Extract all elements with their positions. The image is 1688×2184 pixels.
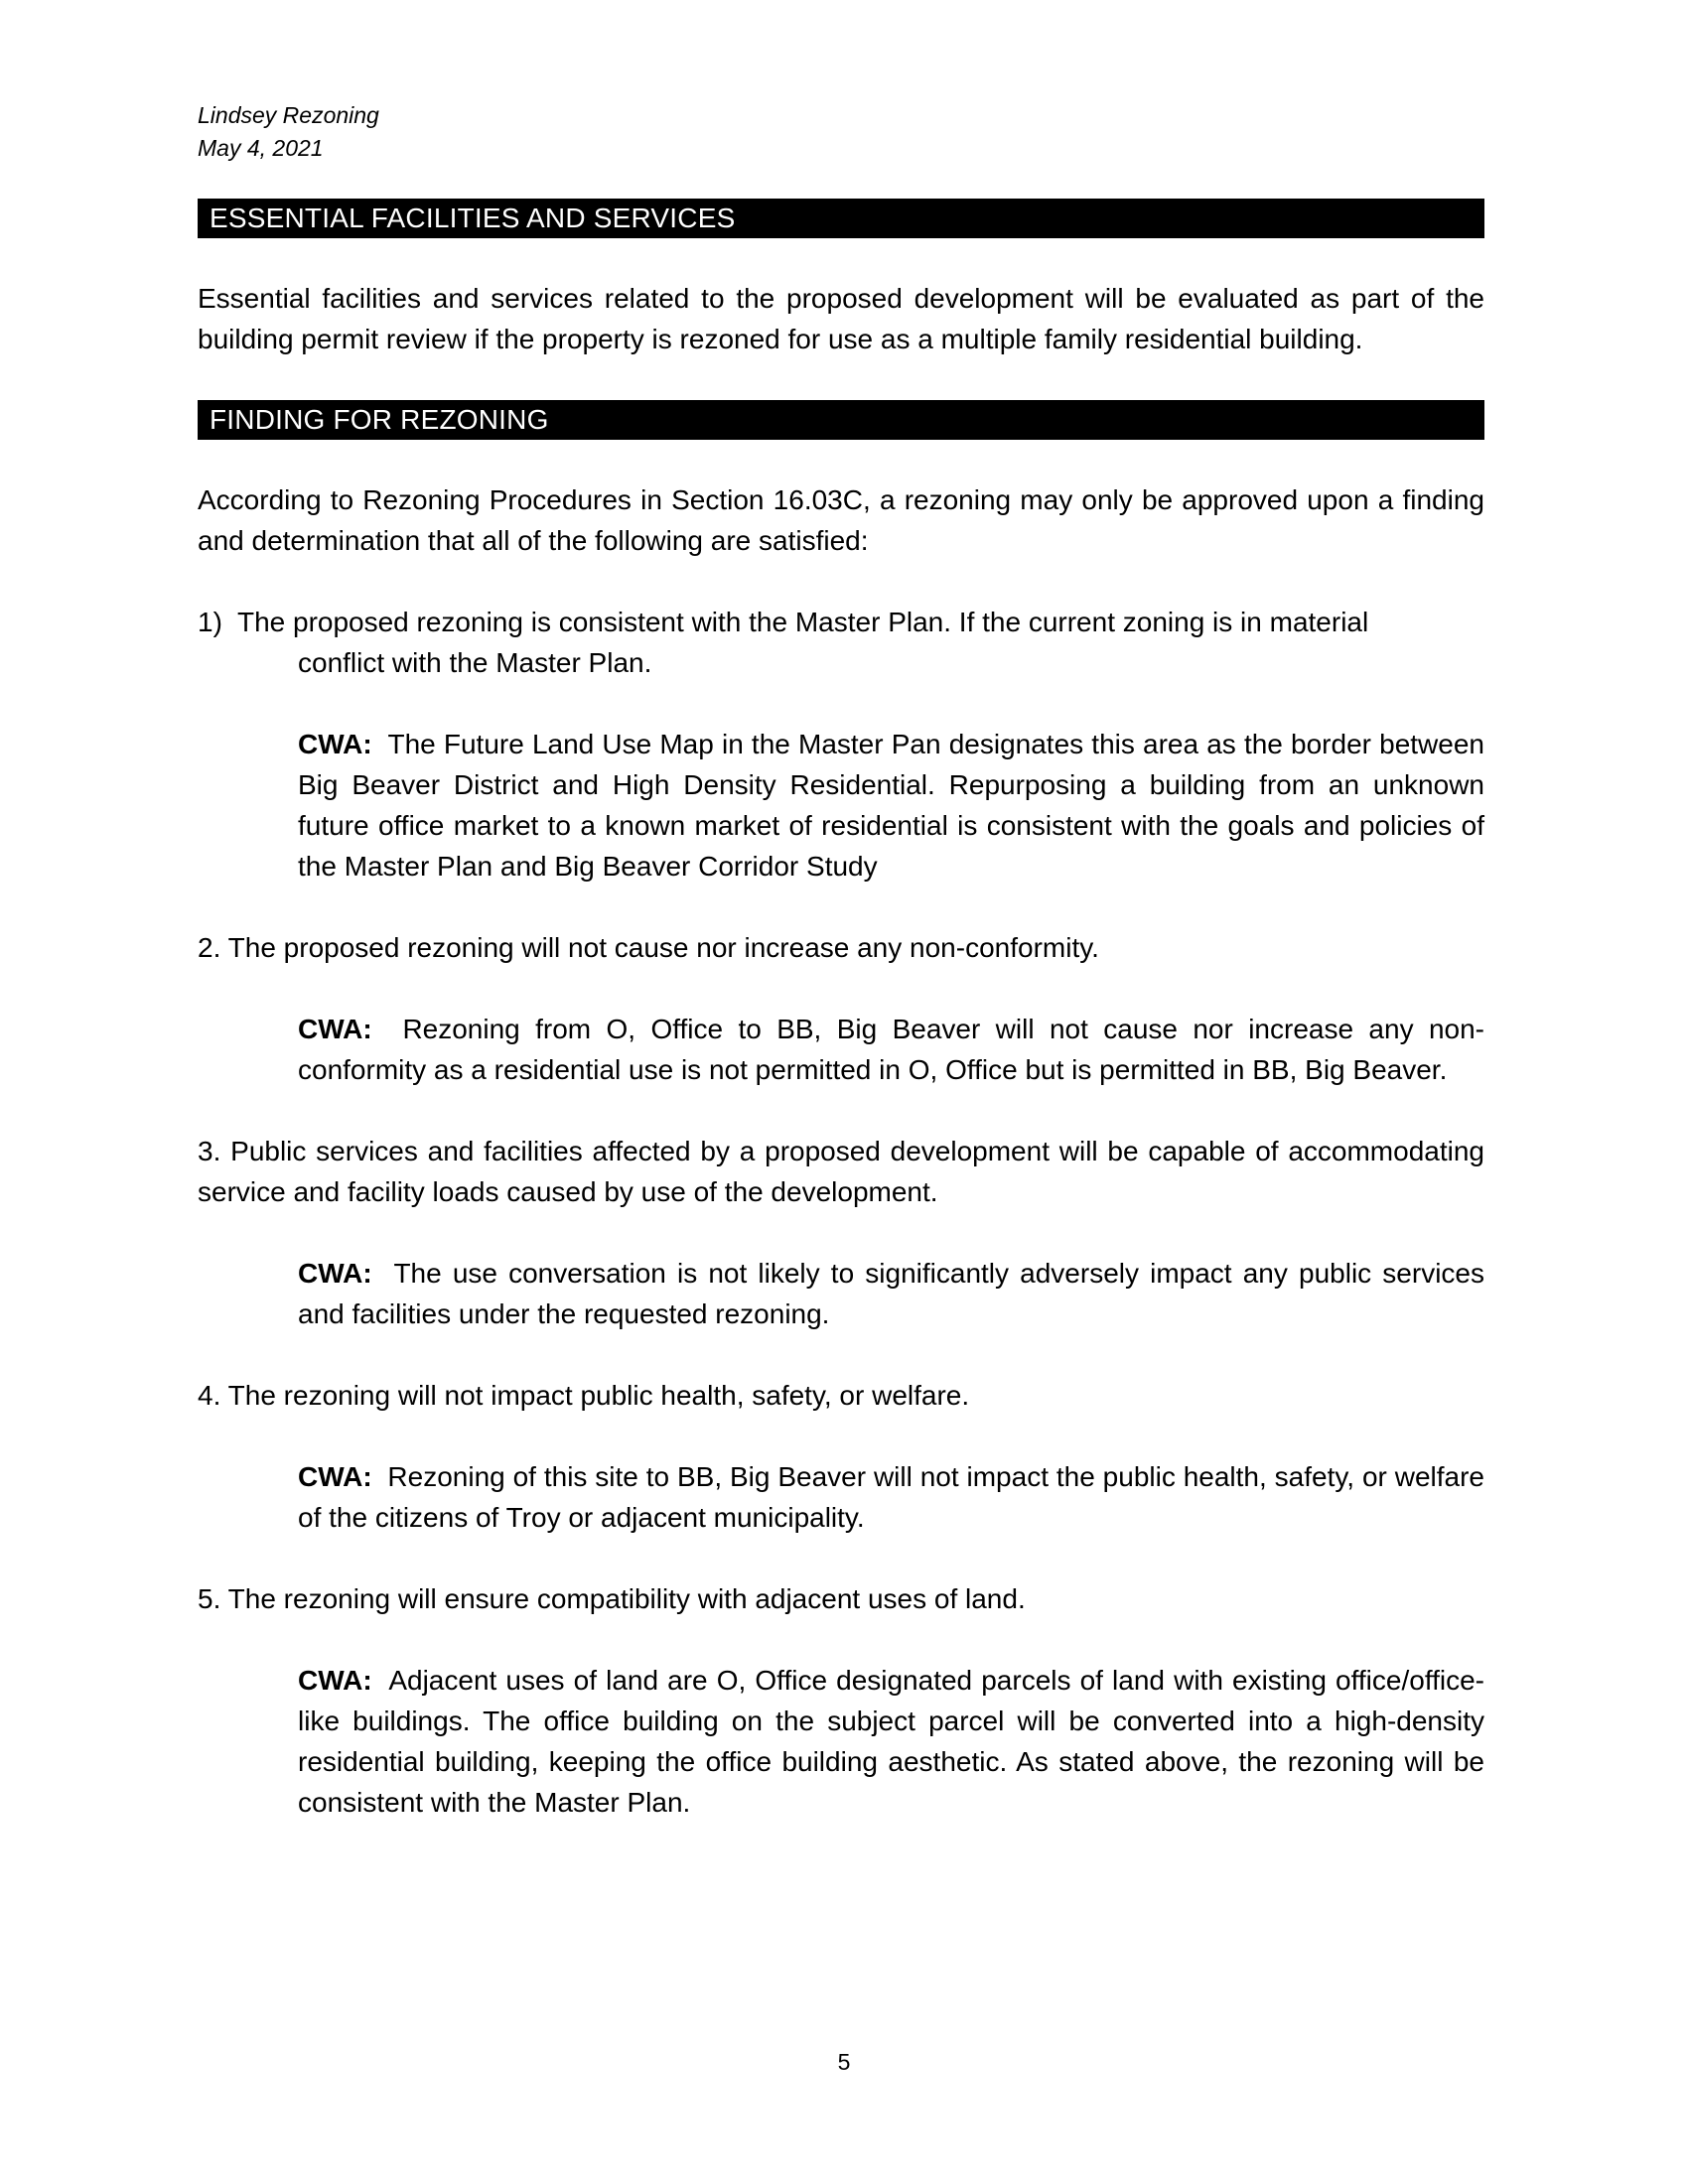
cwa-comment-3 xyxy=(298,1253,1484,1334)
finding-item-2 xyxy=(198,927,1484,968)
cwa-text: Rezoning of this site to BB, Big Beaver will not impact the public health, safety, or welfare of the citizens of Troy or adjacent municipality. xyxy=(298,1461,1484,1533)
header-date: May 4, 2021 xyxy=(198,135,324,161)
cwa-text: Rezoning from O, Office to BB, Big Beaver will not cause nor increase any non-conformity as a residential use is not permitted in O, Office but is permitted in BB, Big Beaver. xyxy=(298,1014,1485,1085)
finding-intro: According to Rezoning Procedures in Section 16.03C, a rezoning may only be approved upon a finding and determination that all of the following are satisfied: xyxy=(198,484,1484,556)
finding-item-1 xyxy=(198,602,1484,642)
item-text: Public services and facilities affected by a proposed development will be capable of accommodating service and facility loads caused by use of the development. xyxy=(198,1136,1484,1207)
cwa-label: CWA: xyxy=(298,1665,372,1696)
cwa-text: Adjacent uses of land are O, Office designated parcels of land with existing office/office-like buildings. The office building on the subject parcel will be converted into a high-density residential building, keeping the office building aesthetic. As stated above, the rezoning will be consistent with the Master Plan. xyxy=(298,1665,1484,1818)
item-text: The rezoning will ensure compatibility with adjacent uses of land. xyxy=(227,1583,1026,1614)
finding-item-5 xyxy=(198,1578,1484,1619)
finding-item-4 xyxy=(198,1375,1484,1416)
header-title: Lindsey Rezoning xyxy=(198,102,379,128)
item-number: 1) xyxy=(198,607,222,637)
item-number: 5. xyxy=(198,1583,221,1614)
essential-paragraph: Essential facilities and services related to the proposed development will be evaluated as part of the building permit review if the property is rezoned for use as a multiple family residential building. xyxy=(198,283,1484,354)
finding-item-3 xyxy=(198,1131,1484,1212)
cwa-comment-4 xyxy=(298,1456,1484,1538)
cwa-text: The use conversation is not likely to significantly adversely impact any public services and facilities under the requested rezoning. xyxy=(298,1258,1484,1329)
finding-item-1-continued: conflict with the Master Plan. xyxy=(298,647,652,678)
item-text: The rezoning will not impact public health, safety, or welfare. xyxy=(227,1380,970,1411)
section-heading-finding: FINDING FOR REZONING xyxy=(198,400,1484,440)
item-number: 2. xyxy=(198,932,221,963)
item-number: 4. xyxy=(198,1380,221,1411)
cwa-label: CWA: xyxy=(298,1258,372,1289)
cwa-text: The Future Land Use Map in the Master Pan designates this area as the border between Big Beaver District and High Density Residential. Repurposing a building from an unknown future office market to a known market of residential is consistent with the goals and policies of the Master Plan and Big Beaver Corridor Study xyxy=(298,729,1484,882)
cwa-label: CWA: xyxy=(298,1461,372,1492)
cwa-label: CWA: xyxy=(298,729,372,759)
cwa-label: CWA: xyxy=(298,1014,372,1044)
document-page xyxy=(198,99,1484,1823)
cwa-comment-2 xyxy=(298,1009,1484,1090)
cwa-comment-5 xyxy=(298,1660,1484,1823)
item-text-first: The proposed rezoning is consistent with the Master Plan. If the current zoning is in material xyxy=(236,607,1369,637)
section-heading-essential: ESSENTIAL FACILITIES AND SERVICES xyxy=(198,199,1484,238)
item-text: The proposed rezoning will not cause nor increase any non-conformity. xyxy=(227,932,1099,963)
item-number: 3. xyxy=(198,1136,221,1166)
page-number: 5 xyxy=(837,2049,851,2075)
cwa-comment-1 xyxy=(298,724,1484,887)
